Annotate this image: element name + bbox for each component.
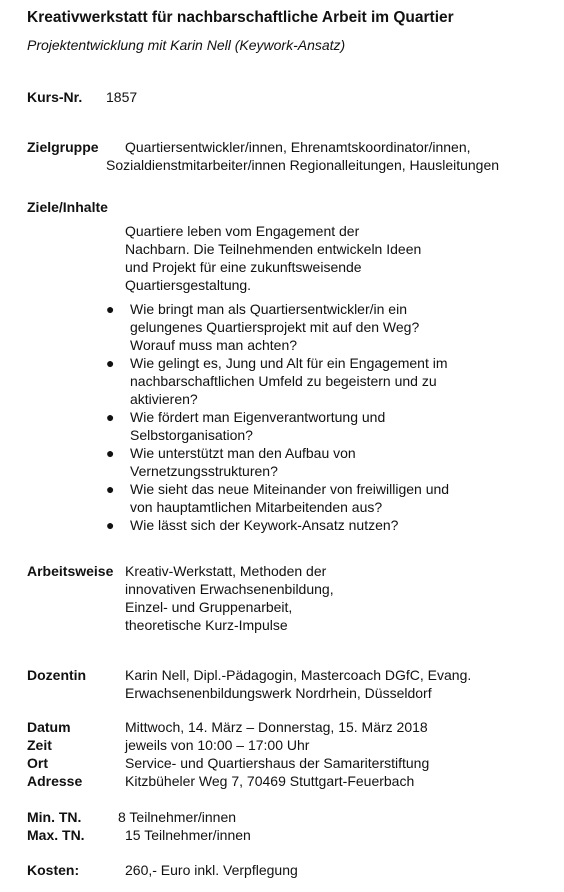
zielgruppe-label: Zielgruppe: [27, 139, 99, 155]
ort-label: Ort: [27, 755, 48, 771]
bullet-icon: ●: [106, 445, 115, 461]
bullet-text: Wie gelingt es, Jung und Alt für ein Engagement im nachbarschaftlichen Umfeld zu begeistern und zu aktivieren?: [130, 355, 448, 407]
ziele-label: Ziele/Inhalte: [27, 199, 108, 215]
bullet-text: Wie fördert man Eigenverantwortung und Selbstorganisation?: [130, 409, 386, 443]
adresse-label: Adresse: [27, 773, 83, 789]
min-tn-label: Min. TN.: [27, 809, 82, 825]
dozentin-label: Dozentin: [27, 667, 87, 683]
bullet-icon: ●: [106, 301, 115, 317]
bullet-icon: ●: [106, 481, 115, 497]
datum-value: Mittwoch, 14. März – Donnerstag, 15. März 2018: [125, 719, 428, 735]
arbeitsweise-line-1: Kreativ-Werkstatt, Methoden der: [125, 563, 327, 579]
kurs-nr-value: 1857: [106, 89, 138, 105]
document-title: Kreativwerkstatt für nachbarschaftliche Arbeit im Quartier: [27, 9, 454, 26]
zeit-value: jeweils von 10:00 – 17:00 Uhr: [125, 737, 310, 753]
arbeitsweise-rest: innovativen Erwachsenenbildung, Einzel- und Gruppenarbeit, theoretische Kurz-Impulse: [125, 581, 334, 633]
zielgruppe-line-2: Sozialdienstmitarbeiter/innen Regionalleitungen, Hausleitungen: [106, 157, 500, 173]
min-tn-value: 8 Teilnehmer/innen: [118, 809, 237, 825]
list-item: [104, 516, 534, 534]
ziele-intro: Quartiere leben vom Engagement der Nachbarn. Die Teilnehmenden entwickeln Ideen und Projekt für eine zukunftsweisende Quartiersgestaltung.: [125, 223, 422, 293]
document-subtitle: Projektentwicklung mit Karin Nell (Keywork-Ansatz): [27, 37, 346, 53]
list-item: [104, 444, 534, 480]
bullet-icon: ●: [106, 409, 115, 425]
list-item: [104, 408, 534, 444]
zielgruppe-line-1: Quartiersentwickler/innen, Ehrenamtskoordinator/innen,: [125, 139, 471, 155]
bullet-icon: ●: [106, 517, 115, 533]
list-item: [104, 480, 534, 516]
datum-label: Datum: [27, 719, 71, 735]
kosten-label: Kosten:: [27, 862, 80, 878]
kosten-value: 260,- Euro inkl. Verpflegung: [125, 862, 298, 878]
zeit-label: Zeit: [27, 737, 52, 753]
max-tn-value: 15 Teilnehmer/innen: [125, 827, 251, 843]
bullet-text: Wie sieht das neue Miteinander von freiwilligen und von hauptamtlichen Mitarbeitenden aus?: [130, 481, 450, 515]
ziele-bullet-list: [104, 300, 534, 534]
list-item: [104, 354, 534, 408]
bullet-text: Wie bringt man als Quartiersentwickler/in ein gelungenes Quartiersprojekt mit auf den Weg? Worauf muss man achten?: [130, 301, 420, 353]
max-tn-label: Max. TN.: [27, 827, 85, 843]
ort-value: Service- und Quartiershaus der Samariterstiftung: [125, 755, 430, 771]
kurs-nr-label: Kurs-Nr.: [27, 89, 83, 105]
bullet-icon: ●: [106, 355, 115, 371]
dozentin-value: Karin Nell, Dipl.-Pädagogin, Mastercoach DGfC, Evang. Erwachsenenbildungswerk Nordrhein, Düsseldorf: [125, 667, 472, 701]
bullet-text: Wie lässt sich der Keywork-Ansatz nutzen?: [130, 517, 399, 533]
arbeitsweise-label: Arbeitsweise: [27, 563, 114, 579]
list-item: [104, 300, 534, 354]
adresse-value: Kitzbüheler Weg 7, 70469 Stuttgart-Feuerbach: [125, 773, 415, 789]
bullet-text: Wie unterstützt man den Aufbau von Vernetzungsstrukturen?: [130, 445, 356, 479]
